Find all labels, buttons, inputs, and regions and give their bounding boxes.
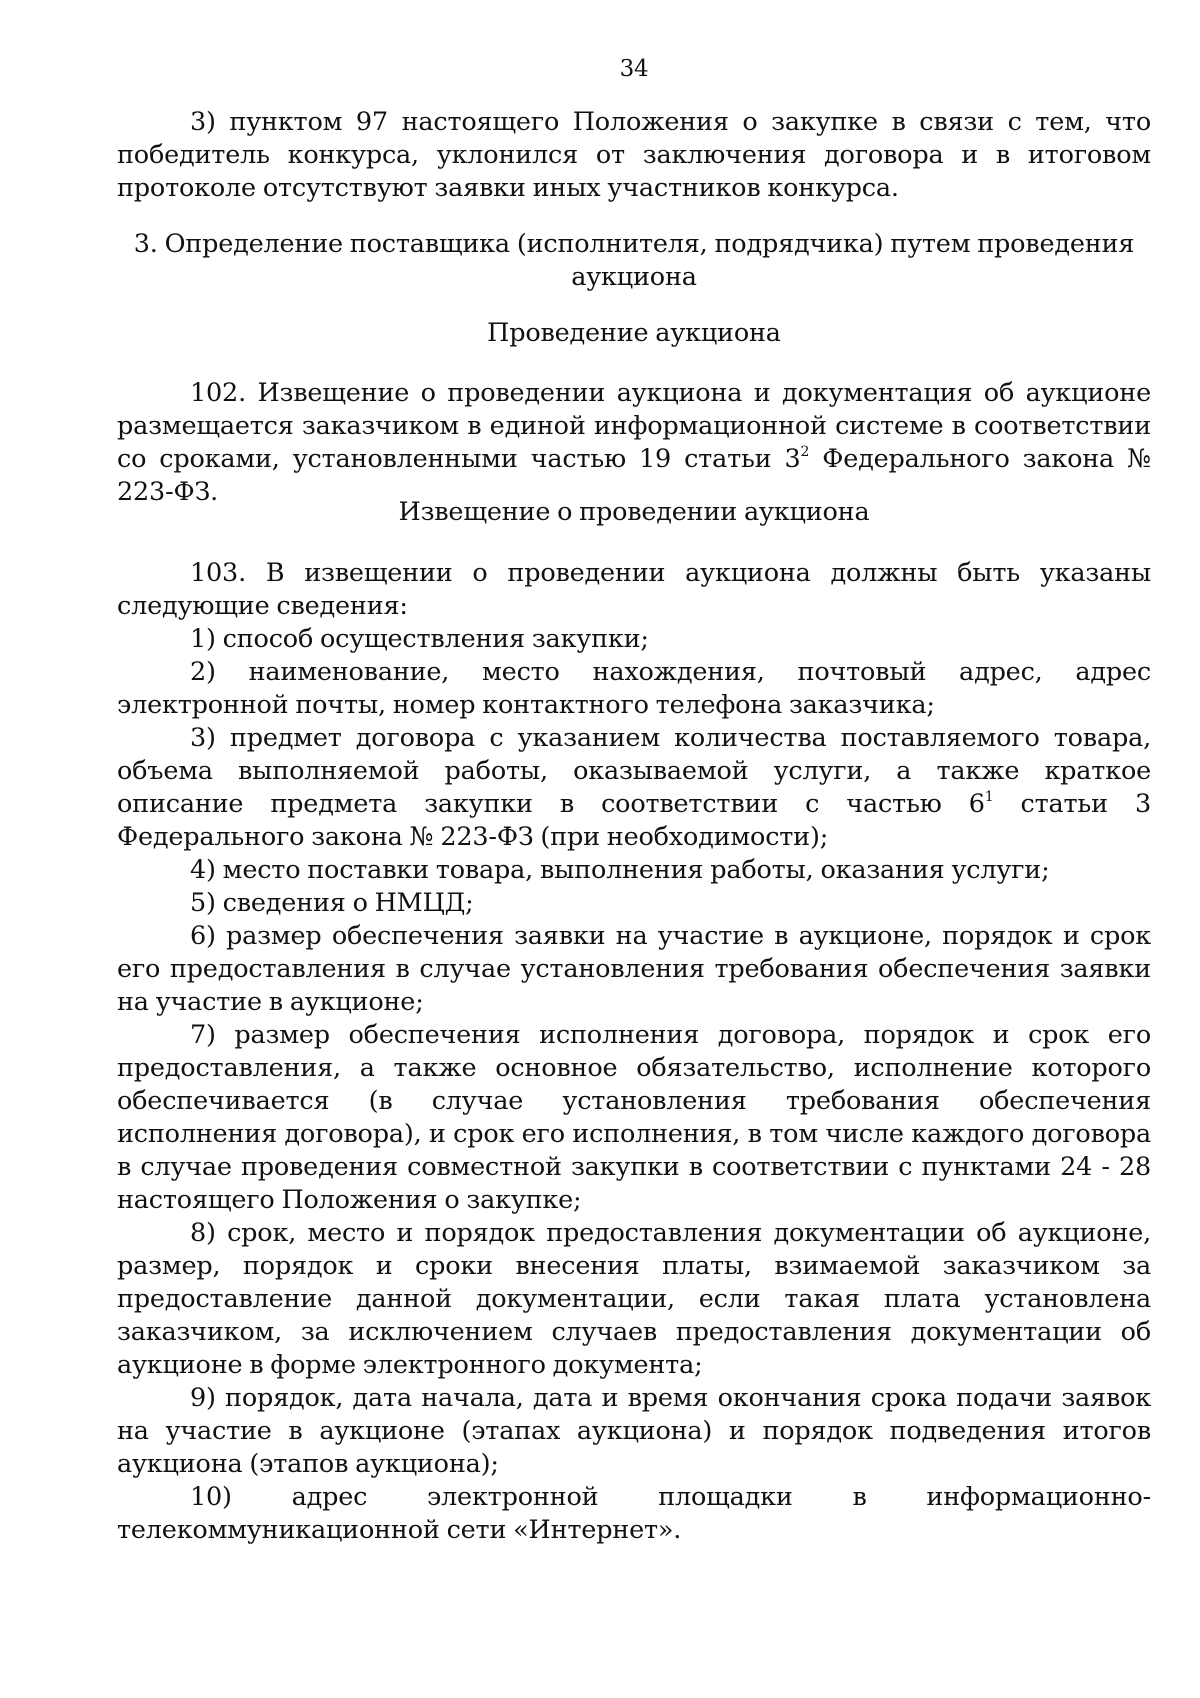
section-title-line-2: аукциона [571, 262, 697, 292]
list-item-7: 7) размер обеспечения исполнения договора, порядок и срок его предоставления, а также основное обязательство, исполнение которого обеспечивается (в случае установления требования обеспечения исполнения договора), и срок его исполнения, в том числе каждого договора в случае проведения совместной закупки в соответствии с пунктами 24 - 28 настоящего Положения о закупке; [117, 1020, 1151, 1215]
subheading-block-2 [117, 496, 1151, 529]
list-item-6: 6) размер обеспечения заявки на участие в аукционе, порядок и срок его предоставления в случае установления требования обеспечения заявки на участие в аукционе; [117, 921, 1151, 1017]
list-item-3 [117, 722, 1151, 854]
page-number: 34 [619, 56, 649, 82]
paragraph-102-block [117, 377, 1151, 509]
list-item-8: 8) срок, место и порядок предоставления документации об аукционе, размер, порядок и сроки внесения платы, взимаемой заказчиком за предоставление данной документации, если такая плата установлена заказчиком, за исключением случаев предоставления документации об аукционе в форме электронного документа; [117, 1218, 1151, 1380]
subheading-block-1 [117, 317, 1151, 350]
paragraph-102-superscript: 2 [800, 443, 810, 460]
list-item-9: 9) порядок, дата начала, дата и время окончания срока подачи заявок на участие в аукционе (этапах аукциона) и порядок подведения итогов аукциона (этапов аукциона); [117, 1383, 1151, 1479]
paragraph-102 [117, 377, 1151, 509]
list-item-10: 10) адрес электронной площадки в информационно-телекоммуникационной сети «Интернет». [117, 1482, 1151, 1545]
paragraph-102-text: 102. Извещение о проведении аукциона и документация об аукционе размещается заказчиком в единой информационной системе в соответствии со сроками, установленными частью 19 статьи 3 [117, 378, 1151, 474]
subheading-conducting-auction: Проведение аукциона [487, 318, 781, 348]
list-item-5: 5) сведения о НМЦД; [190, 888, 474, 918]
list-item-3-tail: статьи 3 Федерального закона № 223-ФЗ (при необходимости); [117, 789, 1151, 852]
list-item-1: 1) способ осуществления закупки; [190, 624, 649, 654]
paragraph-102-tail: Федерального закона № 223-ФЗ. [117, 444, 1152, 507]
paragraph-103-block [117, 557, 1151, 1547]
list-item-4: 4) место поставки товара, выполнения работы, оказания услуги; [190, 855, 1050, 885]
intro-item: 3) пунктом 97 настоящего Положения о закупке в связи с тем, что победитель конкурса, уклонился от заключения договора и в итоговом протоколе отсутствуют заявки иных участников конкурса. [117, 107, 1151, 203]
paragraph-103-intro: 103. В извещении о проведении аукциона должны быть указаны следующие сведения: [117, 558, 1151, 621]
list-item-3-superscript: 1 [984, 788, 994, 805]
section-title [117, 228, 1151, 294]
list-item-3-text: 3) предмет договора с указанием количества поставляемого товара, объема выполняемой работы, оказываемой услуги, а также краткое описание предмета закупки в соответствии с частью 6 [117, 723, 1151, 819]
section-title-line-1: 3. Определение поставщика (исполнителя, подрядчика) путем проведения [133, 229, 1135, 259]
subheading-auction-notice: Извещение о проведении аукциона [398, 497, 870, 527]
intro-item-block [117, 106, 1151, 205]
list-item-2: 2) наименование, место нахождения, почтовый адрес, адрес электронной почты, номер контактного телефона заказчика; [117, 657, 1151, 720]
